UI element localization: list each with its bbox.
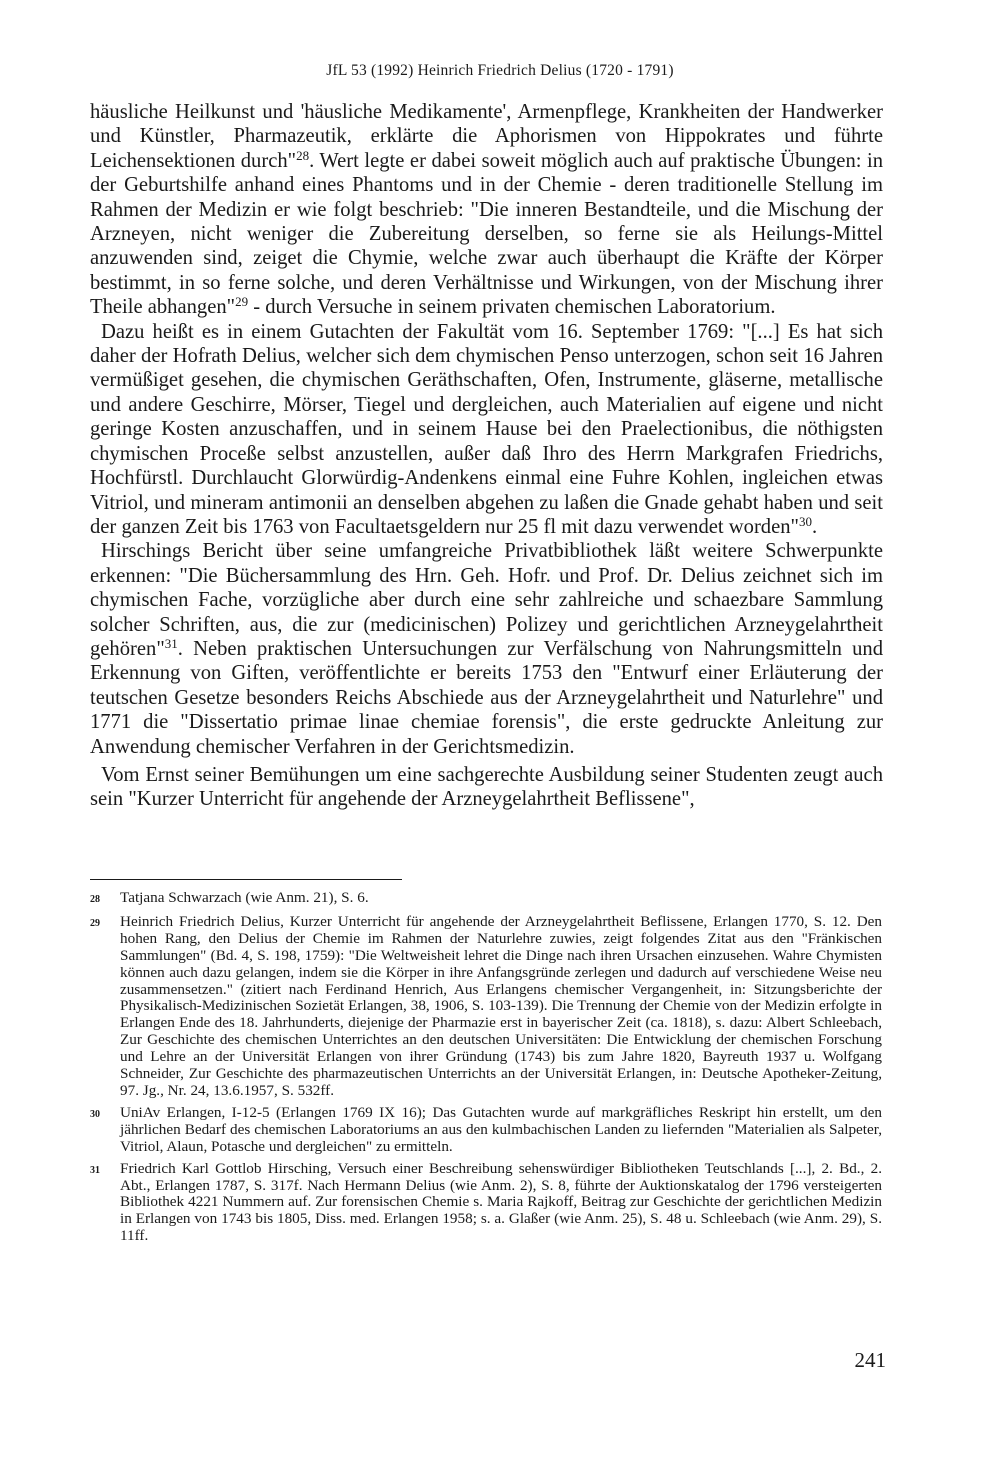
paragraph-text: . [811, 515, 818, 538]
footnote-text: Tatjana Schwarzach (wie Anm. 21), S. 6. [120, 889, 369, 906]
footnote-number: 31 [90, 1164, 100, 1176]
footnote [90, 1105, 882, 1156]
footnote-ref[interactable]: 30 [798, 513, 812, 529]
running-head: JfL 53 (1992) Heinrich Friedrich Delius (1720 - 1791) [326, 62, 674, 79]
footnote-text: UniAv Erlangen, I-12-5 (Erlangen 1769 IX 16); Das Gutachten wurde auf markgräfliches Reskript hin erstellt, um den jährlichen Bedarf des chemischen Laboratoriums an aus den kulmbachischen Landen zu liefernden "Materialien als Salpeter, Vitriol, Alaun, Potasche und dergleichen" zu ermitteln. [120, 1103, 882, 1155]
footnote-number: 30 [90, 1108, 100, 1120]
paragraph-text: - durch Versuche in seinem privaten chemischen Laboratorium. [248, 296, 776, 319]
paragraph-text: Hirschings Bericht über seine umfangreiche Privatbibliothek läßt weitere Schwerpunkte erkennen: "Die Büchersammlung des Hrn. Geh. Hofr. und Prof. Dr. Delius zeichnet sich im chymischen Fache, vorzügliche aber durch eine sehr zahlreiche und schaezbare Sammlung solcher Schriften, aus, die zur (medicinischen) Polizey und gerichtlichen Arzneygelahrtheit gehören" [90, 540, 883, 660]
paragraph-text: Vom Ernst seiner Bemühungen um eine sachgerechte Ausbildung seiner Studenten zeugt auch sein "Kurzer Unterricht für angehende der Arzneygelahrtheit Beflissene", [90, 763, 883, 811]
paragraph-text: . Wert legte er dabei soweit möglich auch auf praktische Übungen: in der Geburtshilfe anhand eines Phantoms und in der Chemie - deren traditionelle Stellung im Rahmen der Medizin er wie folgt beschrieb: "Die inneren Bestandteile, und die Mischung der Arzneyen, nicht weniger die Zubereitung derselben, so ferne sie als Heilungs-Mittel anzuwenden sind, zeiget die Chymie, welche zwar auch überhaupt die Kräfte der Körper bestimmt, in so ferne solche, und deren Verhältnisse und Wirkungen, von der Mischung ihrer Theile abhangen" [90, 149, 883, 319]
footnote-ref[interactable]: 28 [296, 147, 310, 163]
footnote [90, 914, 882, 1100]
footnote-number: 28 [90, 894, 100, 905]
footnote [90, 1161, 882, 1246]
footnote-ref[interactable]: 31 [164, 635, 178, 651]
paragraph-3 [90, 539, 883, 759]
paragraph-text: Dazu heißt es in einem Gutachten der Fakultät vom 16. September 1769: "[...] Es hat sich daher der Hofrath Delius, welcher sich dem chymischen Penso unterzogen, schon seit 16 Jahren vermüßiget gesehen, die chymischen Geräthschaften, Ofen, Instrumente, gläserne, metallische und andere Geschirre, Mörser, Tiegel und dergleichen, auch Materialien auf eigene und nicht geringe Kosten anzuschaffen, und in seinem Hause bei den Praelectionibus, die nöthigsten chymischen Proceße selbst anzustellen, außer daß Ihro des Herrn Markgrafen Friedrichs, Hochfürstl. Durchlaucht Glorwürdig-Andenkens einmal eine Fuhre Kohlen, ingleichen etwas Vitriol, und mineram antimonii an denselben abgehen zu laßen die Gnade gehabt haben und seit der ganzen Zeit bis 1763 von Facultaetsgeldern nur 25 fl mit dazu verwendet worden" [90, 320, 883, 538]
paragraph-4 [90, 763, 883, 812]
footnote-number: 29 [90, 917, 100, 929]
page-number: 241 [854, 1348, 886, 1372]
paragraph-text: häusliche Heilkunst und 'häusliche Medikamente', Armenpflege, Krankheiten der Handwerker und Künstler, Pharmazeutik, erklärte die Aphorismen von Hippokrates und führte Leichensektionen durch" [90, 101, 883, 172]
footnote [90, 890, 882, 909]
footnotes [90, 890, 882, 1250]
main-text [90, 100, 883, 812]
paragraph-text: . Neben praktischen Untersuchungen zur Verfälschung von Nahrungsmitteln und Erkennung von Giften, veröffentlichte er bereits 1753 den "Entwurf einer Erläuterung der teutschen Gesetze besonders Reichs Abschiede aus der Arzneygelahrtheit und Naturlehre" und 1771 die "Dissertatio primae linae chemiae forensis", die erste gedruckte Anleitung zur Anwendung chemischer Verfahren in der Gerichtsmedizin. [90, 637, 883, 758]
footnote-text: Heinrich Friedrich Delius, Kurzer Unterricht für angehende der Arzneygelahrtheit Beflissene, Erlangen 1770, S. 12. Den hohen Rang, den Delius der Chemie im Rahmen der Naturlehre zuwies, zeigt folgendes Zitat aus den "Fränkischen Sammlungen" (Bd. 4, S. 198, 1759): "Die Weltweisheit lehret die Dinge nach ihren Ursachen einzusehen. Wahre Chymisten können auch dazu gelangen, indem sie die Körper in ihre Anfangsgründe zerlegen und dadurch auf verschiedene Weise neu zusammensetzen." (zitiert nach Ferdinand Henrich, Aus Erlangens chemischer Vergangenheit, in: Sitzungsberichte der Physikalisch-Medizinischen Sozietät Erlangen, 38, 1906, S. 103-139). Die Trennung der Chemie von der Medizin erfolgte in Erlangen Ende des 18. Jahrhunderts, diejenige der Pharmazie erst in bayerischer Zeit (ca. 1818), s. dazu: Albert Schleebach, Zur Geschichte des chemischen Unterrichtes an den deutschen Universitäten: Die Entwicklung der chemischen Forschung und Lehre an der Universität Erlangen von ihrer Gründung (1743) bis zum Jahre 1820, Bayreuth 1937 u. Wolfgang Schneider, Zur Geschichte des pharmazeutischen Unterrichts an der Universität Erlangen, in: Deutsche Apotheker-Zeitung, 97. Jg., Nr. 24, 13.6.1957, S. 532ff. [120, 912, 882, 1099]
paragraph-2 [90, 320, 883, 540]
footnote-text: Friedrich Karl Gottlob Hirsching, Versuch einer Beschreibung sehenswürdiger Bibliotheken Teutschlands [...], 2. Bd., 2. Abt., Erlangen 1787, S. 317f. Nach Hermann Delius (wie Anm. 2), S. 8, führte der Auktionskatalog der 1796 versteigerten Bibliothek 4221 Nummern auf. Zur forensischen Chemie s. Maria Rajkoff, Beitrag zur Geschichte der gerichtlichen Medizin in Erlangen von 1743 bis 1805, Diss. med. Erlangen 1958; s. a. Glaßer (wie Anm. 25), S. 48 u. Schleebach (wie Anm. 29), S. 11ff. [120, 1159, 882, 1245]
footnote-ref[interactable]: 29 [235, 294, 249, 310]
footnote-divider [90, 879, 402, 880]
paragraph-1 [90, 100, 883, 320]
